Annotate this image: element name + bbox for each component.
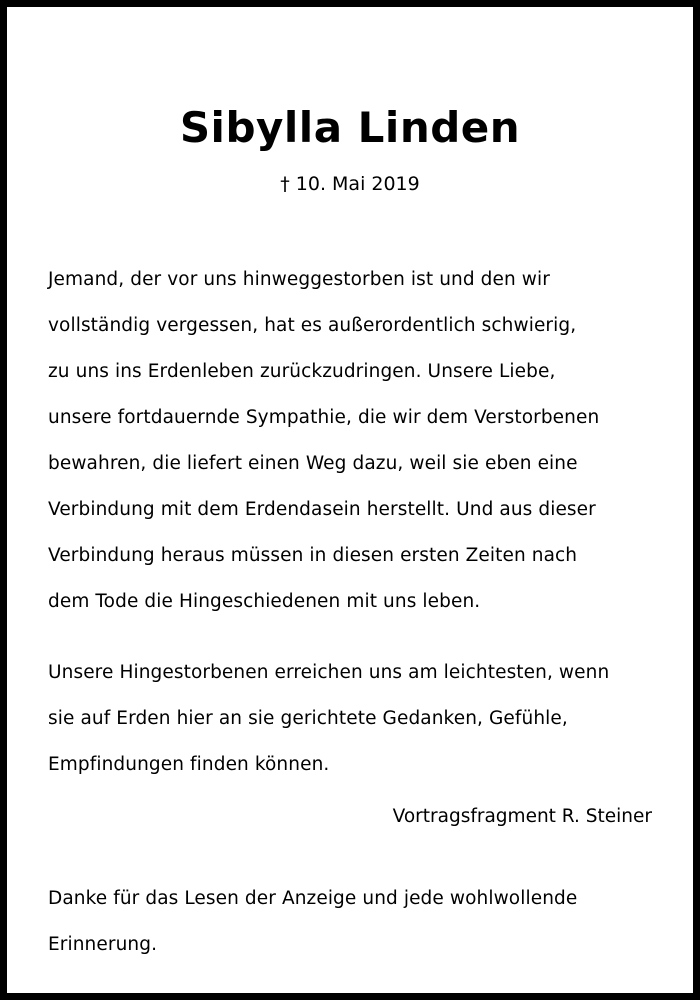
text-line: Danke für das Lesen der Anzeige und jede wohlwollende: [48, 888, 578, 909]
quote-source: Vortragsfragment R. Steiner: [392, 806, 652, 827]
text-line: Verbindung mit dem Erdendasein herstellt. Und aus dieser: [48, 499, 596, 520]
quote-paragraph-1: [48, 257, 668, 625]
death-date: † 10. Mai 2019: [280, 173, 420, 195]
text-line: bewahren, die liefert einen Weg dazu, weil sie eben eine: [48, 453, 578, 474]
quote-paragraph-2: [48, 650, 668, 788]
text-line: unsere fortdauernde Sympathie, die wir dem Verstorbenen: [48, 407, 600, 428]
text-line: Erinnerung.: [48, 934, 158, 955]
text-line: Unsere Hingestorbenen erreichen uns am leichtesten, wenn: [48, 662, 610, 683]
text-line: vollständig vergessen, hat es außerordentlich schwierig,: [48, 315, 577, 336]
text-line: Verbindung heraus müssen in diesen ersten Zeiten nach: [48, 545, 578, 566]
text-line: sie auf Erden hier an sie gerichtete Gedanken, Gefühle,: [48, 708, 568, 729]
thanks-paragraph: [48, 876, 668, 968]
text-line: dem Tode die Hingeschiedenen mit uns leben.: [48, 591, 481, 612]
text-line: Jemand, der vor uns hinweggestorben ist und den wir: [48, 269, 550, 290]
text-line: Empfindungen finden können.: [48, 754, 330, 775]
deceased-name: Sibylla Linden: [179, 103, 521, 152]
text-line: zu uns ins Erdenleben zurückzudringen. Unsere Liebe,: [48, 361, 556, 382]
